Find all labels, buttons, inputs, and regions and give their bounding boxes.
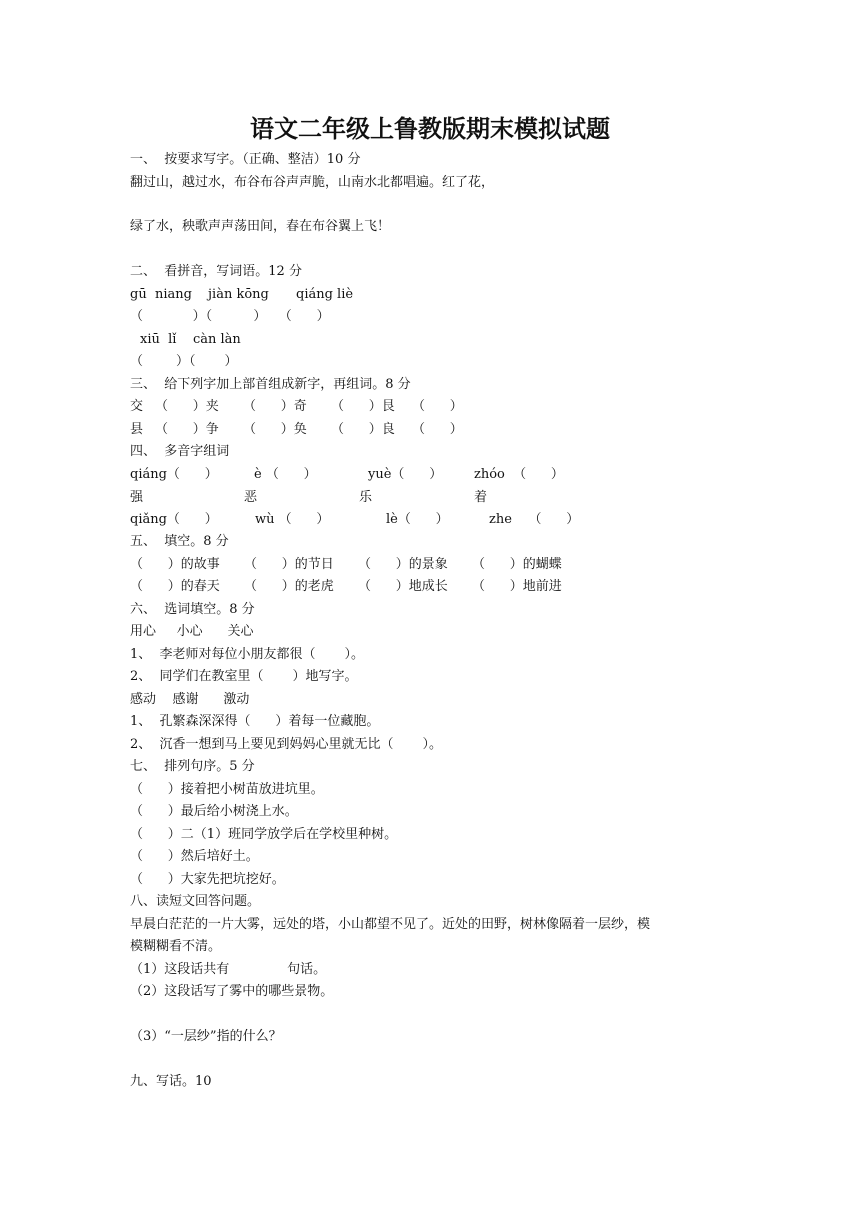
section-4-item: lè（ ）: [386, 512, 449, 527]
section-4-item: è （ ）: [254, 467, 317, 482]
section-8-question-2: （2）这段话写了雾中的哪些景物。: [130, 984, 334, 999]
section-6-word-choices-1: 用心 小心 关心: [130, 624, 254, 639]
section-3-heading: 三、 给下列字加上部首组成新字，再组词。8 分: [130, 377, 411, 392]
section-5-heading: 五、 填空。8 分: [130, 534, 229, 549]
section-9-heading: 九、写话。10: [130, 1074, 212, 1089]
section-4-pinyin-row-1: [0, 467, 860, 483]
pinyin-qianglie: qiáng liè: [296, 287, 354, 302]
section-4-char: 恶: [244, 490, 258, 505]
section-4-heading: 四、 多音字组词: [130, 444, 230, 459]
section-3-blank: （ ）: [412, 422, 463, 437]
section-6-word-choices-2: 感动 感谢 激动: [130, 692, 250, 707]
section-8-question-3: （3）“一层纱”指的什么？: [130, 1029, 282, 1044]
section-3-blank: （ ）夹: [155, 399, 219, 414]
section-5-item: （ ）的蝴蝶: [472, 557, 562, 572]
section-4-item: qiǎng（ ）: [130, 512, 218, 527]
section-5-item: （ ）地成长: [358, 579, 448, 594]
section-7-item: （ ）接着把小树苗放进坑里。: [130, 782, 324, 797]
section-6-question-1: 1、 李老师对每位小朋友都很（ ）。: [130, 647, 364, 662]
section-5-item: （ ）的春天: [130, 579, 220, 594]
section-6-question-3: 1、 孔繁森深深得（ ）着每一位藏胞。: [130, 714, 380, 729]
section-4-item: qiáng（ ）: [130, 467, 218, 482]
section-1-text-line-1: 翻过山，越过水，布谷布谷声声脆，山南水北都唱遍。红了花，: [130, 175, 495, 190]
section-2-pinyin-row-1: [0, 287, 860, 303]
section-7-heading: 七、 排列句序。5 分: [130, 759, 255, 774]
section-3-row-1: [0, 399, 860, 415]
section-4-char: 着: [474, 490, 488, 505]
section-8-heading: 八、读短文回答问题。: [130, 894, 261, 909]
section-3-blank: （ ）: [412, 399, 463, 414]
page-title: 语文二年级上鲁教版期末模拟试题: [250, 114, 610, 143]
section-5-row-1: [0, 557, 860, 573]
section-3-char: 交: [130, 399, 144, 414]
section-8-passage-line-1: 早晨白茫茫的一片大雾，远处的塔，小山都望不见了。近处的田野，树林像隔着一层纱，模: [130, 917, 651, 932]
section-7-item: （ ）最后给小树浇上水。: [130, 804, 298, 819]
section-6-question-4: 2、 沉香一想到马上要见到妈妈心里就无比（ ）。: [130, 737, 442, 752]
section-2-blanks-row-2: （ ）（ ）: [130, 354, 238, 369]
section-6-question-2: 2、 同学们在教室里（ ）地写字。: [130, 669, 358, 684]
section-5-item: （ ）的老虎: [244, 579, 334, 594]
section-4-item: yuè（ ）: [368, 467, 443, 482]
section-1-heading: 一、 按要求写字。（正确、整洁）10 分: [130, 152, 361, 167]
section-5-item: （ ）的故事: [130, 557, 220, 572]
section-2-blanks-row-1: （ ）（ ） （ ）: [130, 309, 330, 324]
section-1-text-line-2: 绿了水，秧歌声声荡田间，春在布谷翼上飞！: [130, 219, 391, 234]
pinyin-guniang: gū niang: [130, 287, 192, 302]
section-3-blank: （ ）争: [155, 422, 219, 437]
section-5-item: （ ）的节日: [244, 557, 334, 572]
section-5-row-2: [0, 579, 860, 595]
section-7-item: （ ）二（1）班同学放学后在学校里种树。: [130, 827, 398, 842]
section-2-heading: 二、 看拼音，写词语。12 分: [130, 264, 302, 279]
section-4-item: zhóo （ ）: [474, 467, 564, 482]
section-4-char: 强: [130, 490, 144, 505]
section-7-item: （ ）大家先把坑挖好。: [130, 872, 285, 887]
section-8-question-1: （1）这段话共有 句话。: [130, 962, 327, 977]
section-7-item: （ ）然后培好土。: [130, 849, 259, 864]
section-3-blank: （ ）奇: [243, 399, 307, 414]
section-8-passage-line-2: 模糊糊看不清。: [130, 939, 222, 954]
section-3-blank: （ ）奂: [243, 422, 307, 437]
section-5-item: （ ）地前进: [472, 579, 562, 594]
section-4-pinyin-row-2: [0, 512, 860, 528]
section-5-item: （ ）的景象: [358, 557, 448, 572]
section-3-blank: （ ）良: [331, 422, 395, 437]
section-3-char: 县: [130, 422, 144, 437]
section-6-heading: 六、 选词填空。8 分: [130, 602, 255, 617]
section-3-blank: （ ）艮: [331, 399, 395, 414]
section-4-char-row: [0, 490, 860, 506]
section-4-item: wù （ ）: [255, 512, 330, 527]
pinyin-jiankong: jiàn kōng: [208, 287, 269, 302]
section-4-char: 乐: [359, 490, 373, 505]
section-3-row-2: [0, 422, 860, 438]
section-2-pinyin-row-2: xiū lǐ càn làn: [140, 332, 241, 347]
section-4-item: zhe （ ）: [489, 512, 580, 527]
